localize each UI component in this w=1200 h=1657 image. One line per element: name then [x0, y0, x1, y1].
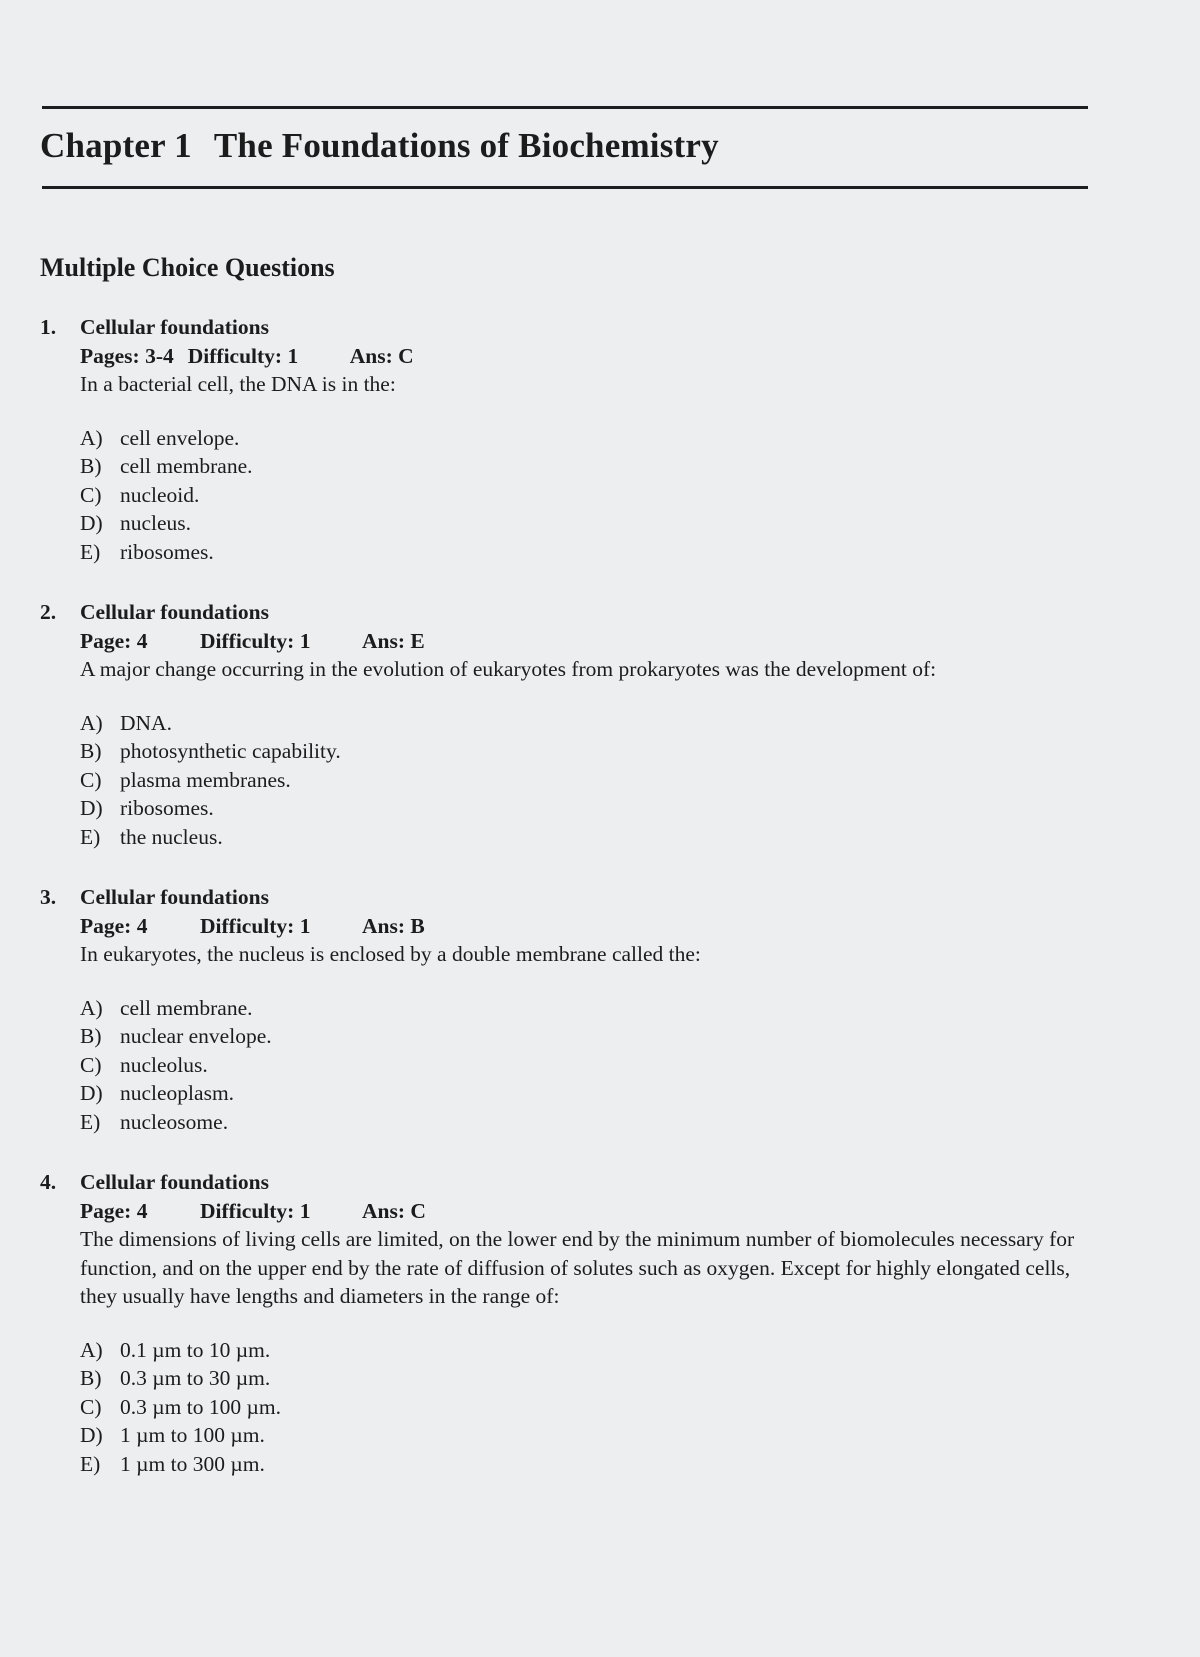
question-topic: Cellular foundations	[80, 885, 269, 909]
question-difficulty: Difficulty: 1	[200, 913, 311, 938]
choice-d: D) 1 µm to 100 µm.	[80, 1423, 265, 1447]
choice-c: C) nucleolus.	[80, 1052, 208, 1077]
choice-d: D) nucleus.	[80, 511, 192, 535]
question-meta	[80, 627, 1100, 656]
question-meta	[80, 342, 1100, 371]
question-pages: Pages: 3-4	[80, 343, 174, 368]
question-number: 2.	[40, 600, 57, 624]
section-title: Multiple Choice Questions	[40, 253, 335, 282]
answer-choices	[80, 994, 1100, 1137]
chapter-number: Chapter 1	[40, 126, 192, 165]
choice-a: A) 0.1 µm to 10 µm.	[80, 1337, 271, 1362]
question-pages: Page: 4	[80, 913, 148, 938]
choice-b: B) 0.3 µm to 30 µm.	[80, 1366, 271, 1390]
question-text: A major change occurring in the evolution of eukaryotes from prokaryotes was the development of:	[80, 657, 937, 681]
choice-e: E) 1 µm to 300 µm.	[80, 1451, 265, 1476]
question-answer: Ans: C	[349, 343, 414, 368]
question-number: 1.	[40, 315, 57, 339]
chapter-heading	[40, 126, 719, 166]
choice-a: A) DNA.	[80, 710, 172, 735]
question-2	[40, 598, 1100, 851]
choice-d: D) ribosomes.	[80, 796, 214, 820]
choice-c: C) nucleoid.	[80, 482, 200, 507]
choice-d: D) nucleoplasm.	[80, 1081, 235, 1105]
choice-a: A) cell membrane.	[80, 995, 253, 1020]
question-number: 3.	[40, 885, 57, 909]
question-text: In eukaryotes, the nucleus is enclosed by a double membrane called the:	[80, 942, 701, 966]
question-text: In a bacterial cell, the DNA is in the:	[80, 372, 396, 396]
question-4	[40, 1168, 1100, 1478]
question-meta	[80, 1197, 1100, 1226]
answer-choices	[80, 424, 1100, 567]
question-pages: Page: 4	[80, 1198, 148, 1223]
question-number: 4.	[40, 1170, 57, 1194]
choice-b: B) photosynthetic capability.	[80, 739, 341, 763]
question-pages: Page: 4	[80, 628, 148, 653]
choice-b: B) cell membrane.	[80, 454, 253, 478]
question-difficulty: Difficulty: 1	[200, 1198, 311, 1223]
bottom-rule	[42, 186, 1088, 189]
question-answer: Ans: B	[362, 913, 425, 938]
choice-a: A) cell envelope.	[80, 425, 240, 450]
question-1	[40, 313, 1100, 566]
question-meta	[80, 912, 1100, 941]
answer-choices	[80, 1336, 1100, 1479]
choice-e: E) the nucleus.	[80, 824, 223, 849]
question-difficulty: Difficulty: 1	[187, 343, 299, 368]
top-rule	[42, 106, 1088, 109]
choice-c: C) 0.3 µm to 100 µm.	[80, 1394, 281, 1419]
chapter-title: The Foundations of Biochemistry	[213, 126, 719, 165]
choice-e: E) ribosomes.	[80, 539, 214, 564]
question-topic: Cellular foundations	[80, 315, 269, 339]
question-3	[40, 883, 1100, 1136]
choice-c: C) plasma membranes.	[80, 767, 291, 792]
question-difficulty: Difficulty: 1	[200, 628, 311, 653]
question-text: The dimensions of living cells are limited, on the lower end by the minimum number of biomolecules necessary for function, and on the upper end by the rate of diffusion of solutes such as oxygen. Except for highly elongated cells, they usually have lengths and diameters in the range of:	[80, 1227, 1075, 1308]
question-topic: Cellular foundations	[80, 600, 269, 624]
question-answer: Ans: C	[362, 1198, 426, 1223]
choice-e: E) nucleosome.	[80, 1109, 229, 1134]
question-answer: Ans: E	[362, 628, 425, 653]
question-topic: Cellular foundations	[80, 1170, 269, 1194]
answer-choices	[80, 709, 1100, 852]
choice-b: B) nuclear envelope.	[80, 1024, 272, 1048]
